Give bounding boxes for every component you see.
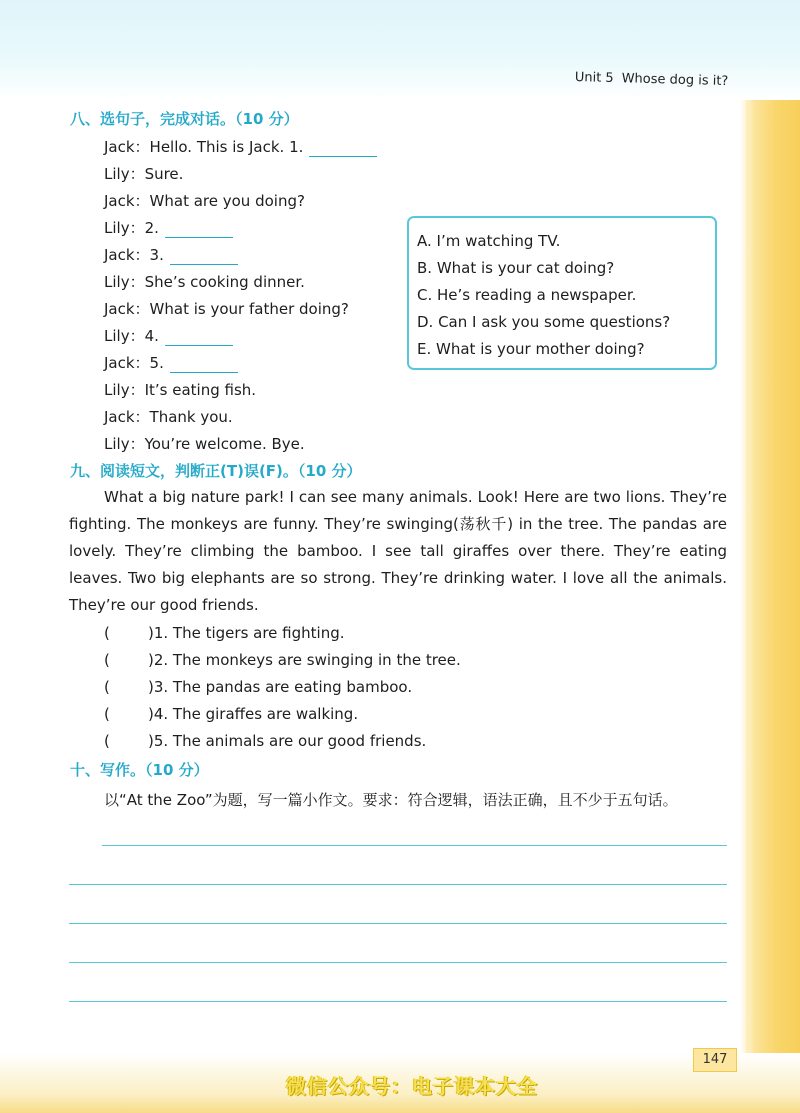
dialogue-line: Lily：It’s eating fish. [104, 381, 257, 399]
page-edge [740, 100, 800, 1113]
answer-paren[interactable]: ( [104, 651, 110, 669]
writing-line[interactable] [69, 923, 727, 924]
answer-paren[interactable]: ( [104, 624, 110, 642]
dialogue-line: Jack：5. [104, 352, 238, 373]
answer-blank-2[interactable] [165, 223, 233, 238]
writing-line[interactable] [102, 845, 727, 846]
writing-line[interactable] [69, 1001, 727, 1002]
tf-item-4: ( )4. The giraffes are walking. [104, 705, 359, 723]
dialogue-line: Lily：Sure. [104, 165, 184, 183]
dialogue-line: Jack：Hello. This is Jack. 1. [104, 136, 377, 157]
options-box [407, 216, 717, 370]
answer-blank-5[interactable] [170, 358, 238, 373]
writing-prompt: 以“At the Zoo”为题，写一篇小作文。要求：符合逻辑，语法正确，且不少于五句话。 [104, 791, 678, 809]
dialogue-line: Lily：She’s cooking dinner. [104, 273, 305, 291]
answer-paren[interactable]: ( [104, 678, 110, 696]
answer-blank-4[interactable] [165, 331, 233, 346]
tf-item-5: ( )5. The animals are our good friends. [104, 732, 427, 750]
dialogue-line: Lily：4. [104, 325, 233, 346]
answer-blank-1[interactable] [309, 142, 377, 157]
dialogue-line: Jack：What are you doing? [104, 192, 305, 210]
page-number: 147 [693, 1048, 737, 1072]
dialogue-line: Lily：You’re welcome. Bye. [104, 435, 305, 453]
dialogue-line: Jack：3. [104, 244, 238, 265]
tf-item-3: ( )3. The pandas are eating bamboo. [104, 678, 413, 696]
reading-passage: What a big nature park! I can see many animals. Look! Here are two lions. They’re fighting. The monkeys are funny. They’re swinging(荡秋千) in the tree. The pandas are lovely. They’re climbing the bamboo. I see tall giraffes over there. They’re eating leaves. Two big elephants are so strong. They’re drinking water. I love all the animals. They’re our good friends. [69, 488, 727, 614]
dialogue-line: Jack：Thank you. [104, 408, 233, 426]
answer-paren[interactable]: ( [104, 732, 110, 750]
option-b: B. What is your cat doing? [417, 259, 615, 277]
answer-paren[interactable]: ( [104, 705, 110, 723]
writing-line[interactable] [69, 884, 727, 885]
option-c: C. He’s reading a newspaper. [417, 286, 637, 304]
option-d: D. Can I ask you some questions? [417, 313, 671, 331]
option-e: E. What is your mother doing? [417, 340, 645, 358]
unit-title: Whose dog is it? [621, 71, 729, 90]
dialogue-line: Lily：2. [104, 217, 233, 238]
answer-blank-3[interactable] [170, 250, 238, 265]
option-a: A. I’m watching TV. [417, 232, 561, 250]
watermark-text: 微信公众号：电子课本大全 [286, 1074, 538, 1098]
tf-item-1: ( )1. The tigers are fighting. [104, 624, 345, 642]
writing-line[interactable] [69, 962, 727, 963]
section-10-title: 十、写作。（10 分） [70, 761, 209, 779]
unit-label: Unit 5 [574, 70, 614, 87]
section-9-title: 九、阅读短文，判断正(T)误(F)。（10 分） [70, 462, 362, 480]
dialogue-line: Jack：What is your father doing? [104, 300, 349, 318]
section-8-title: 八、选句子，完成对话。（10 分） [70, 110, 299, 128]
tf-item-2: ( )2. The monkeys are swinging in the tree. [104, 651, 461, 669]
